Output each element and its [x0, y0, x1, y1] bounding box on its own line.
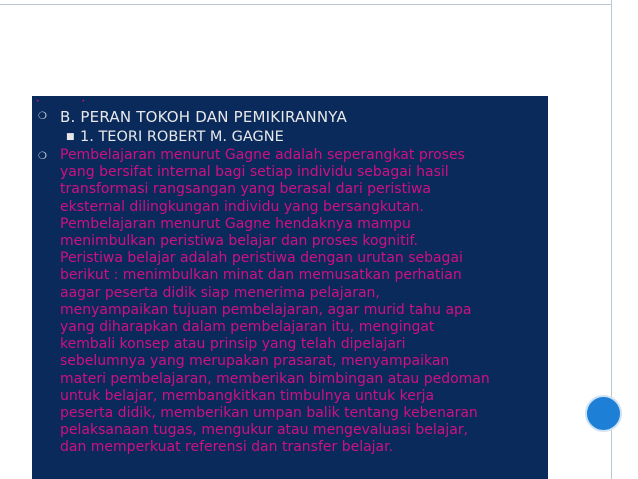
- top-dots: • •: [36, 98, 105, 105]
- ring-bullet-icon: ❍: [38, 151, 47, 162]
- heading-row: [38, 107, 347, 127]
- subheading-row: [66, 127, 284, 147]
- decorative-circle: [585, 395, 622, 432]
- body-row: [38, 147, 550, 457]
- top-divider: [0, 4, 612, 5]
- ring-bullet-icon: ❍: [38, 111, 47, 122]
- square-bullet-icon: ■: [66, 132, 75, 142]
- theory-heading: 1. TEORI ROBERT M. GAGNE: [80, 129, 284, 145]
- section-heading: B. PERAN TOKOH DAN PEMIKIRANNYA: [60, 108, 347, 126]
- body-paragraph: Pembelajaran menurut Gagne adalah seperangkat proses yang bersifat internal bagi setiap individu sebagai hasil transformasi rangsangan yang berasal dari peristiwa eksternal dilingkungan individu yang bersangkutan. Pembelajaran menurut Gagne hendaknya mampu menimbulkan peristiwa belajar dan proses kognitif. Peristiwa belajar adalah peristiwa dengan urutan sebagai berikut : menimbulkan minat dan memusatkan perhatian aagar peserta didik siap menerima pelajaran, menyampaikan tujuan pembelajaran, agar murid tahu apa yang diharapkan dalam pembelajaran itu, mengingat kembali konsep atau prinsip yang telah dipelajari sebelumnya yang merupakan prasarat, menyampaikan materi pembelajaran, memberikan bimbingan atau pedoman untuk belajar, membangkitkan timbulnya untuk kerja peserta didik, memberikan umpan balik tentang kebenaran pelaksanaan tugas, mengukur atau mengevaluasi belajar, dan memperkuat referensi dan transfer belajar.: [60, 147, 490, 456]
